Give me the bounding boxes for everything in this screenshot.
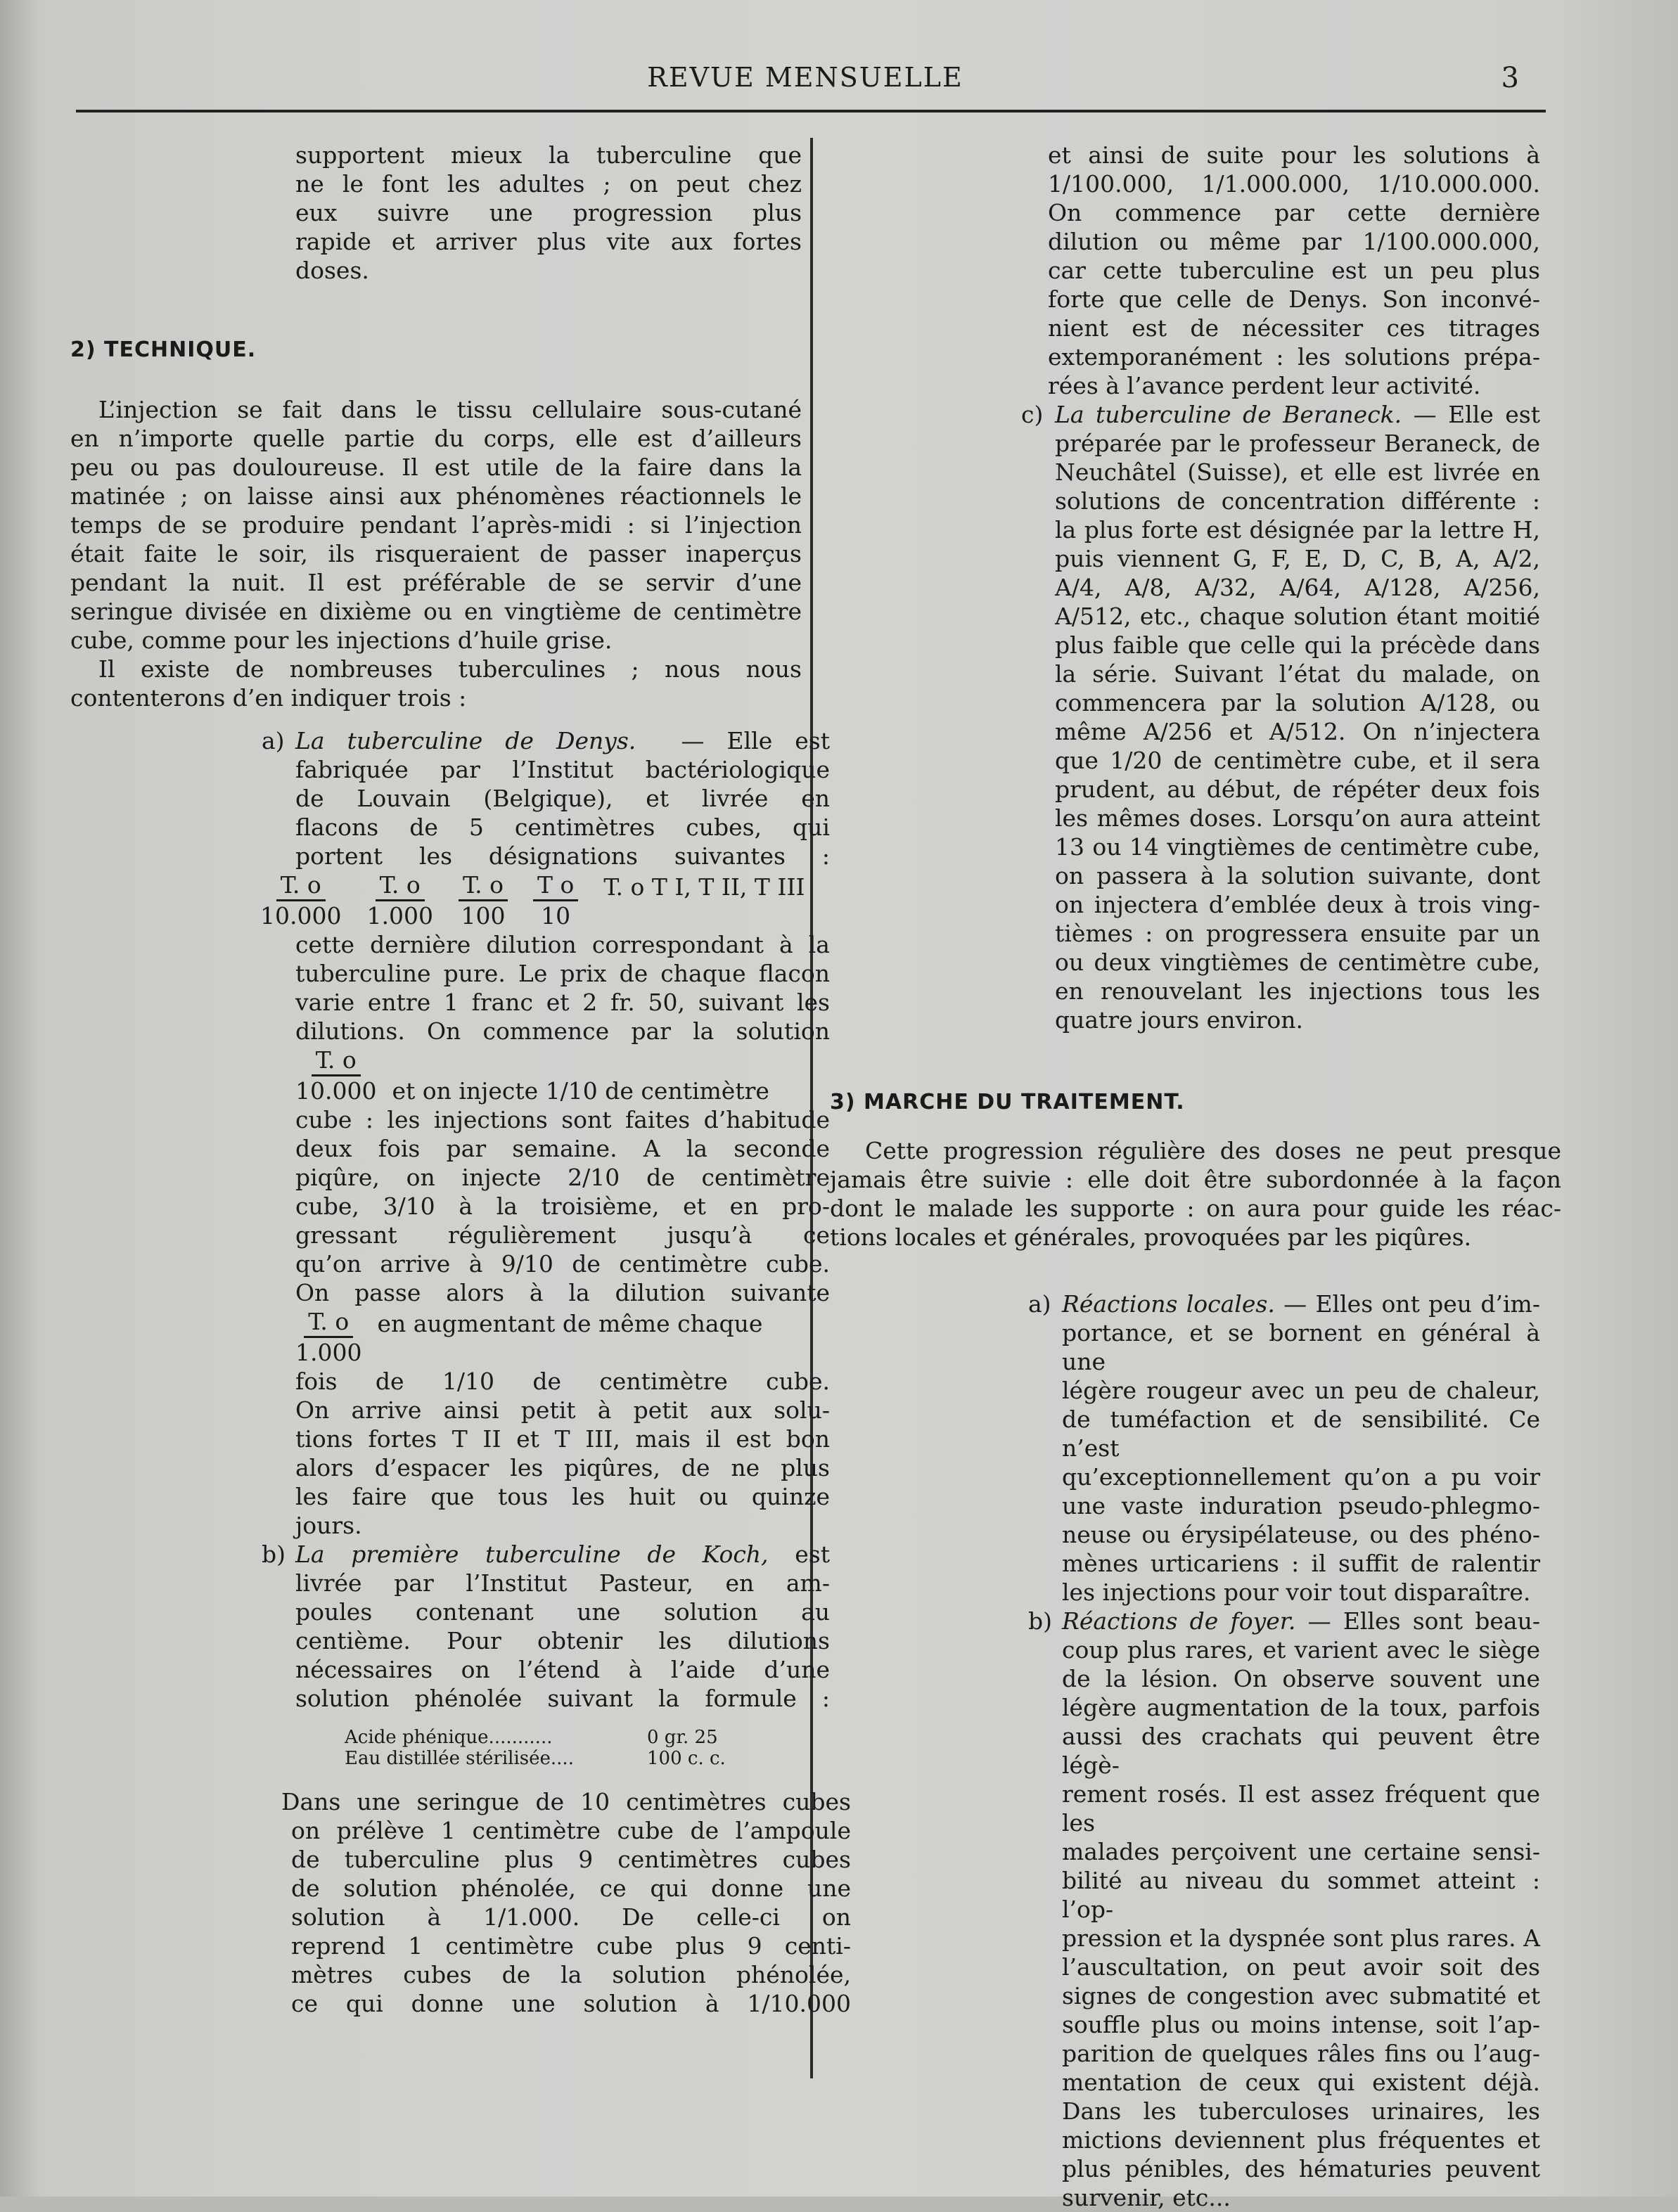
text-line: rapide et arriver plus vite aux fortes	[295, 228, 802, 255]
text-line: qu’on arrive à 9/10 de centimètre cube.	[295, 1250, 830, 1278]
item-c-beraneck	[1021, 400, 1541, 1034]
item-b-koch	[262, 1540, 830, 1713]
item-a-denys	[260, 726, 831, 1540]
text-line: forte que celle de Denys. Son inconvé-	[1048, 285, 1540, 313]
text-line: seringue divisée en dixième ou en vingtième de centimètre	[70, 598, 802, 625]
next-fraction-row	[295, 1307, 830, 1367]
text-line: on prélève 1 centimètre cube de l’ampoule	[291, 1817, 851, 1844]
text-line: L’injection se fait dans le tissu cellulaire sous-cutané	[98, 396, 802, 423]
text-line: mènes urticariens : il suffit de ralentir	[1062, 1550, 1540, 1577]
text-line: piqûre, on injecte 2/10 de centimètre	[295, 1164, 830, 1191]
text-line: livrée par l’Institut Pasteur, en am-	[295, 1569, 830, 1597]
text-line: parition de quelques râles fins ou l’aug-	[1062, 2040, 1540, 2067]
text-line: — Elles sont beau-	[1307, 1607, 1540, 1635]
text-line: nient est de nécessiter ces titrages	[1048, 314, 1540, 342]
text-line: commencera par la solution A/128, ou	[1055, 689, 1540, 716]
text-line: solutions de concentration différente :	[1055, 487, 1540, 515]
technique-paragraph	[70, 395, 802, 712]
text-line: fabriquée par l’Institut bactériologique	[295, 756, 830, 783]
text-line: Cette progression régulière des doses ne peut presque	[865, 1137, 1561, 1164]
text-line: prudent, au début, de répéter deux fois	[1055, 776, 1540, 803]
text-line: une vaste induration pseudo-phlegmo-	[1062, 1492, 1540, 1519]
text-line: centième. Pour obtenir les dilutions	[295, 1627, 830, 1654]
text-line: 13 ou 14 vingtièmes de centimètre cube,	[1055, 833, 1540, 861]
text-line: Dans une seringue de 10 centimètres cubes	[281, 1788, 851, 1815]
text-line: rées à l’avance perdent leur activité.	[1048, 372, 1481, 399]
text-line: de Louvain (Belgique), et livrée en	[295, 785, 830, 812]
text-line: la plus forte est désignée par la lettre H,	[1055, 516, 1540, 544]
page-header	[70, 62, 1540, 111]
text-line: dilutions. On commence par la solution	[295, 1017, 830, 1045]
marche-paragraph	[830, 1136, 1561, 1252]
text-line: de la lésion. On observe souvent une	[1062, 1665, 1540, 1692]
text-line: solution à 1/1.000. De celle-ci on	[291, 1903, 851, 1931]
text-line: coup plus rares, et varient avec le siège	[1062, 1636, 1540, 1664]
fraction: $\frac{T. o}{100}$	[459, 870, 508, 930]
fraction: $\frac{T. o}{10.000}$	[295, 1046, 377, 1105]
text-line: mentation de ceux qui existent déjà.	[1062, 2069, 1540, 2096]
text-line: qu’exceptionnellement qu’on a pu voir	[1062, 1463, 1540, 1491]
fraction: $\frac{T. o}{10.000}$	[260, 871, 342, 930]
text-line: alors d’espacer les piqûres, de ne plus	[295, 1454, 830, 1481]
text-line: deux fois par semaine. A la seconde	[295, 1135, 830, 1162]
text-line: survenir, etc...	[1062, 2184, 1231, 2211]
text-line: de tuberculine plus 9 centimètres cubes	[291, 1846, 851, 1873]
text-line: reprend 1 centimètre cube plus 9 centi-	[291, 1932, 851, 1960]
text-line: pression et la dyspnée sont plus rares. A	[1062, 1924, 1540, 1952]
text-line: neuse ou érysipélateuse, ou des phéno-	[1062, 1521, 1540, 1548]
formula-row: Eau distillée stérilisée.... 100 c. c.	[345, 1748, 726, 1769]
text-line: les injections pour voir tout disparaître.	[1062, 1578, 1531, 1606]
item-marker: c)	[1021, 401, 1044, 428]
text-line: varie entre 1 franc et 2 fr. 50, suivant les	[295, 989, 830, 1016]
text-line: peu ou pas douloureuse. Il est utile de la faire dans la	[70, 454, 802, 481]
text-line: bilité au niveau du sommet atteint : l’op-	[1062, 1867, 1540, 1923]
text-line: On passe alors à la dilution suivante	[295, 1279, 830, 1306]
text-line: tuberculine pure. Le prix de chaque flacon	[295, 960, 830, 987]
text-line: plus faible que celle qui la précède dans	[1055, 631, 1540, 659]
text-line: en renouvelant les injections tous les	[1055, 977, 1540, 1005]
text-line: contenterons d’en indiquer trois :	[70, 684, 467, 712]
text-line: tions fortes T II et T III, mais il est bon	[295, 1425, 830, 1453]
page-number: 3	[1501, 62, 1519, 94]
text-line: quatre jours environ.	[1055, 1006, 1304, 1034]
text-line: poules contenant une solution au	[295, 1598, 830, 1626]
text-line: même A/256 et A/512. On n’injectera	[1055, 718, 1540, 745]
text-line: est	[795, 1541, 830, 1568]
item-marker: b)	[262, 1541, 286, 1568]
text-line: eux suivre une progression plus	[295, 199, 802, 226]
item-reactions-foyer	[1028, 1607, 1540, 2212]
item-title: La tuberculine de Denys.	[295, 727, 636, 754]
text-line: était faite le soir, ils risqueraient de passer inaperçus	[70, 540, 802, 567]
koch-paragraph	[281, 1787, 851, 2018]
section-heading-marche: 3) MARCHE DU TRAITEMENT.	[830, 1090, 1185, 1114]
text-line: plus pénibles, des hématuries peuvent	[1062, 2155, 1540, 2182]
text-line: car cette tuberculine est un peu plus	[1048, 257, 1540, 284]
text-line: mètres cubes de la solution phénolée,	[291, 1961, 851, 1988]
left-column	[70, 141, 851, 2018]
formula-table	[345, 1727, 802, 1769]
text-line: doses.	[295, 257, 369, 284]
text-line: en n’importe quelle partie du corps, elle est d’ailleurs	[70, 425, 802, 452]
text-line: A/4, A/8, A/32, A/64, A/128, A/256,	[1055, 574, 1540, 601]
text-line: cette dernière dilution correspondant à la	[295, 931, 830, 958]
text-line: tions locales et générales, provoquées par les piqûres.	[830, 1223, 1472, 1251]
denys-fractions	[260, 870, 830, 930]
text-line: ce qui donne une solution à 1/10.000	[291, 1990, 851, 2017]
text-line: les mêmes doses. Lorsqu’on aura atteint	[1055, 804, 1540, 832]
text-line: on passera à la solution suivante, dont	[1055, 862, 1540, 889]
section-heading-technique: 2) TECHNIQUE.	[70, 337, 257, 362]
text-line: que 1/20 de centimètre cube, et il sera	[1055, 747, 1540, 774]
text-line: On commence par cette dernière	[1048, 199, 1540, 226]
text-line: les faire que tous les huit ou quinze	[295, 1483, 830, 1510]
text-line: dilution ou même par 1/100.000.000,	[1048, 228, 1540, 255]
start-fraction-row	[295, 1046, 830, 1105]
right-column	[830, 141, 1561, 2212]
text-line: malades perçoivent une certaine sensi-	[1062, 1838, 1540, 1865]
item-marker: a)	[1028, 1290, 1051, 1318]
text-line: légère augmentation de la toux, parfois	[1062, 1694, 1540, 1721]
text-line: — Elle est	[1413, 401, 1541, 428]
text-line: On arrive ainsi petit à petit aux solu-	[295, 1396, 830, 1424]
text-line: — Elle est	[681, 727, 831, 754]
text-line: l’auscultation, on peut avoir soit des	[1062, 1953, 1540, 1981]
text-line: matinée ; on laisse ainsi aux phénomènes réactionnels le	[70, 482, 802, 510]
text-line: et ainsi de suite pour les solutions à	[1048, 141, 1540, 169]
text-line: fois de 1/10 de centimètre cube.	[295, 1368, 830, 1395]
text-line: de solution phénolée, ce qui donne une	[291, 1875, 851, 1902]
item-title: Réactions locales.	[1062, 1290, 1275, 1318]
fractions-tail: T. o T I, T II, T III	[603, 873, 805, 901]
text-line: préparée par le professeur Beraneck, de	[1055, 430, 1540, 457]
fraction: $\frac{T. o}{1.000}$	[295, 1308, 362, 1366]
text-line: portance, et se bornent en général à une	[1062, 1319, 1540, 1375]
running-title: REVUE MENSUELLE	[647, 62, 963, 93]
text-line: rement rosés. Il est assez fréquent que les	[1062, 1780, 1540, 1837]
text-line: solution phénolée suivant la formule :	[295, 1685, 830, 1712]
text-line: gressant régulièrement jusqu’à ce	[295, 1221, 830, 1249]
text-line: en augmentant de même chaque	[377, 1310, 763, 1337]
item-reactions-locales	[1028, 1290, 1540, 1607]
fraction: $\frac{\text{T o}}{10}$	[533, 870, 578, 930]
text-line: et on injecte 1/10 de centimètre	[392, 1077, 769, 1105]
koch-continuation	[1048, 141, 1540, 400]
text-line: ou deux vingtièmes de centimètre cube,	[1055, 949, 1540, 976]
text-line: la série. Suivant l’état du malade, on	[1055, 660, 1540, 688]
text-line: supportent mieux la tuberculine que	[295, 141, 802, 169]
text-line: souffle plus ou moins intense, soit l’ap-	[1062, 2011, 1540, 2038]
intro-paragraph	[295, 141, 802, 285]
text-line: portent les désignations suivantes :	[295, 842, 830, 870]
text-line: temps de se produire pendant l’après-midi : si l’injection	[70, 511, 802, 539]
text-line: signes de congestion avec submatité et	[1062, 1982, 1540, 2010]
text-line: on injectera d’emblée deux à trois ving-	[1055, 891, 1540, 918]
text-line: Il existe de nombreuses tuberculines ; nous nous	[98, 655, 802, 683]
text-line: aussi des crachats qui peuvent être légè-	[1062, 1723, 1540, 1779]
text-line: cube, 3/10 à la troisième, et en pro-	[295, 1192, 830, 1220]
formula-row: Acide phénique........... 0 gr. 25	[345, 1727, 718, 1748]
text-line: nécessaires on l’étend à l’aide d’une	[295, 1656, 830, 1683]
text-line: — Elles ont peu d’im-	[1283, 1290, 1540, 1318]
text-line: tièmes : on progressera ensuite par un	[1055, 920, 1540, 947]
item-marker: a)	[262, 727, 285, 754]
text-line: cube, comme pour les injections d’huile grise.	[70, 626, 613, 654]
text-line: 1/100.000, 1/1.000.000, 1/10.000.000.	[1048, 170, 1540, 198]
text-line: jours.	[295, 1512, 362, 1539]
fraction: $\frac{T. o}{1.000}$	[366, 871, 433, 930]
text-line: puis viennent G, F, E, D, C, B, A, A/2,	[1055, 545, 1540, 572]
item-title: La tuberculine de Beraneck.	[1055, 401, 1402, 428]
text-line: mictions deviennent plus fréquentes et	[1062, 2126, 1540, 2154]
text-line: ne le font les adultes ; on peut chez	[295, 170, 802, 198]
text-line: extemporanément : les solutions prépa-	[1048, 343, 1540, 371]
text-line: dont le malade les supporte : on aura pour guide les réac-	[830, 1195, 1561, 1222]
text-line: A/512, etc., chaque solution étant moitié	[1055, 603, 1540, 630]
text-line: pendant la nuit. Il est préférable de se servir d’une	[70, 569, 802, 596]
item-title: La première tuberculine de Koch,	[295, 1541, 769, 1568]
item-title: Réactions de foyer.	[1062, 1607, 1296, 1635]
item-marker: b)	[1028, 1607, 1052, 1635]
text-line: cube : les injections sont faites d’habitude	[295, 1106, 830, 1133]
text-line: Neuchâtel (Suisse), et elle est livrée en	[1055, 458, 1540, 486]
header-rule	[76, 110, 1546, 112]
text-line: légère rougeur avec un peu de chaleur,	[1062, 1377, 1540, 1404]
text-line: flacons de 5 centimètres cubes, qui	[295, 814, 830, 841]
text-line: de tuméfaction et de sensibilité. Ce n’est	[1062, 1406, 1540, 1462]
text-line: jamais être suivie : elle doit être subordonnée à la façon	[830, 1166, 1561, 1193]
text-line: Dans les tuberculoses urinaires, les	[1062, 2097, 1540, 2125]
